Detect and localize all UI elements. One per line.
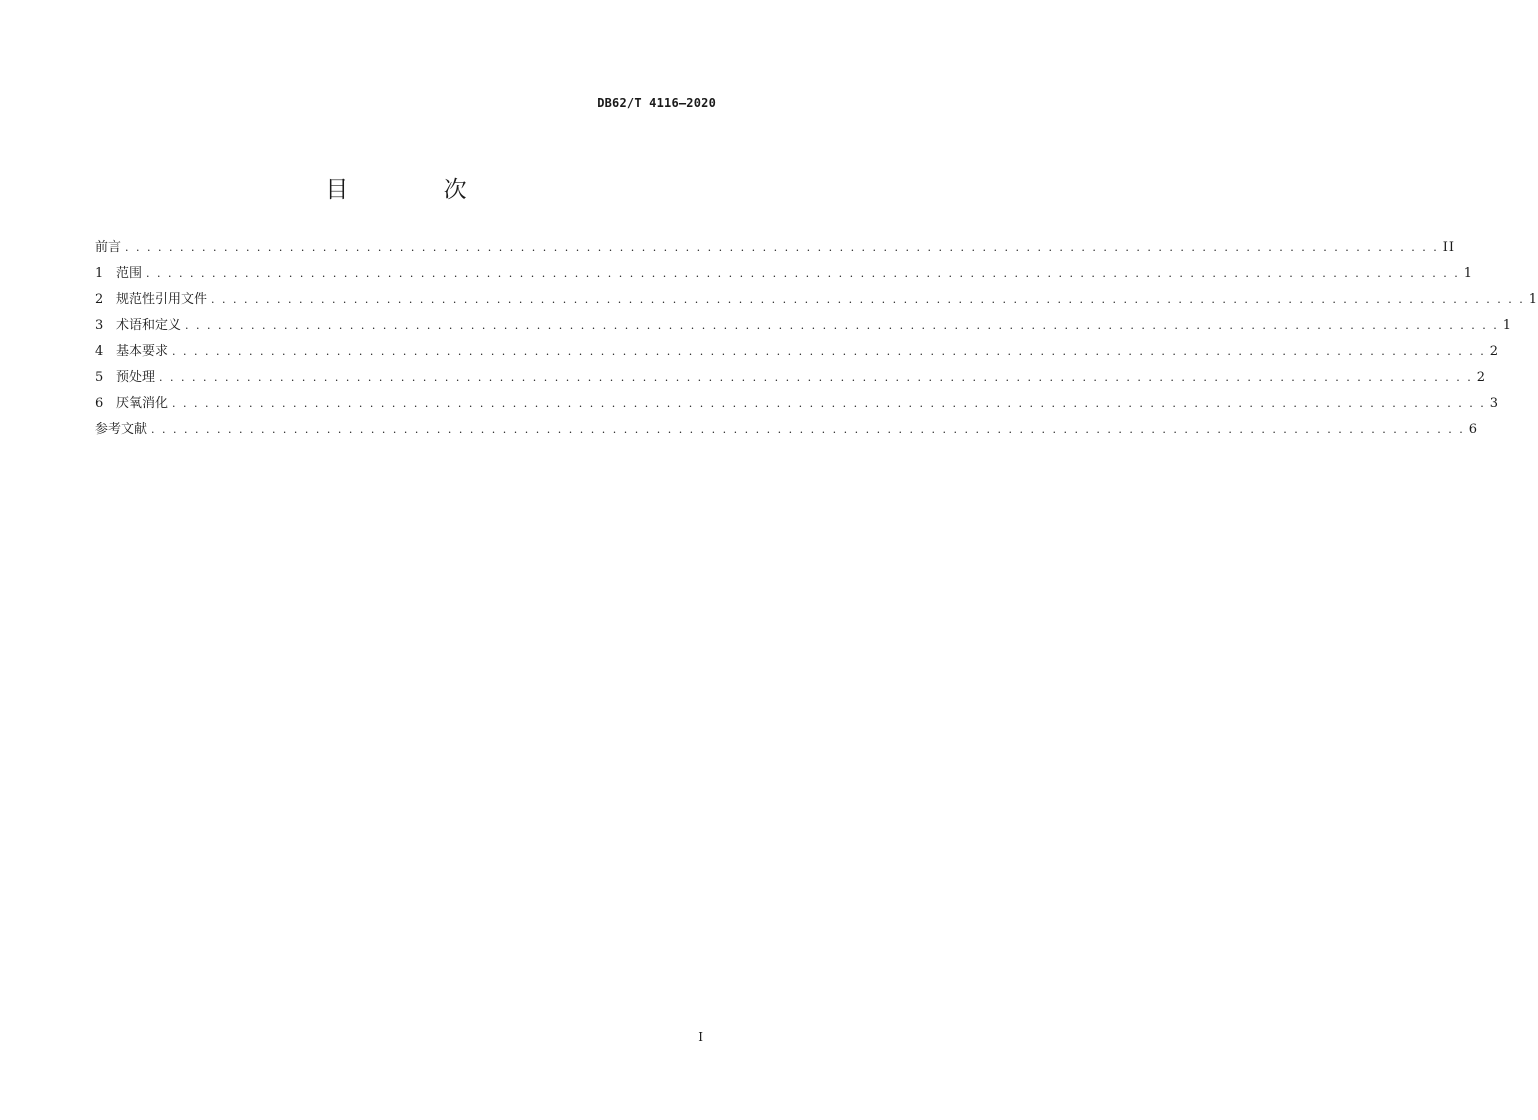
toc-entry[interactable] [95, 316, 1512, 342]
toc-entry-number: 5 [95, 370, 104, 385]
toc-dot-leader: . . . . . . . . . . . . . . . . . . . . . . . . . . . . . . . . . . . . . . . . . . . . . . . . . . . . . . . . . . . . . . . . . . . . . . . . . . . . . . . . . . . . . . . . . . . . . . . . . . . . . . . . . . . . . . . . . . . . . . . . [211, 293, 1525, 306]
toc-entry-page: II [1442, 240, 1455, 255]
toc-entry-page: 1 [1528, 292, 1538, 307]
document-code: DB62/T 4116—2020 [597, 96, 716, 110]
toc-entry-number: 4 [95, 344, 104, 359]
toc-entry-number: 3 [95, 318, 104, 333]
toc-entry-label: 基本要求 [116, 344, 169, 359]
toc-entry-number: 1 [95, 266, 104, 281]
toc-entry-page: 2 [1489, 344, 1499, 359]
toc-dot-leader: . . . . . . . . . . . . . . . . . . . . . . . . . . . . . . . . . . . . . . . . . . . . . . . . . . . . . . . . . . . . . . . . . . . . . . . . . . . . . . . . . . . . . . . . . . . . . . . . . . . . . . . . . . . . . . . . . . . . . . . . [125, 241, 1439, 254]
toc-entry-label: 预处理 [116, 370, 156, 385]
page-number: I [698, 1030, 703, 1044]
page-title: 目 次 [325, 177, 511, 203]
toc-entry-label: 范围 [116, 266, 143, 281]
toc-entry-page: 2 [1476, 370, 1486, 385]
table-of-contents [95, 238, 1538, 446]
toc-entry[interactable] [95, 238, 1455, 264]
toc-dot-leader: . . . . . . . . . . . . . . . . . . . . . . . . . . . . . . . . . . . . . . . . . . . . . . . . . . . . . . . . . . . . . . . . . . . . . . . . . . . . . . . . . . . . . . . . . . . . . . . . . . . . . . . . . . . . . . . . . . . . . . . . [185, 319, 1499, 332]
toc-entry-page: 1 [1463, 266, 1473, 281]
toc-entry-label: 术语和定义 [116, 318, 182, 333]
toc-entry[interactable] [95, 368, 1486, 394]
toc-entry-label: 参考文献 [95, 422, 148, 437]
toc-dot-leader: . . . . . . . . . . . . . . . . . . . . . . . . . . . . . . . . . . . . . . . . . . . . . . . . . . . . . . . . . . . . . . . . . . . . . . . . . . . . . . . . . . . . . . . . . . . . . . . . . . . . . . . . . . . . . . . . . . . . . . . . [146, 267, 1460, 280]
toc-entry-label: 前言 [95, 240, 122, 255]
toc-entry[interactable] [95, 420, 1478, 446]
toc-entry[interactable] [95, 290, 1538, 316]
toc-entry-label: 规范性引用文件 [116, 292, 208, 307]
toc-entry-number: 2 [95, 292, 104, 307]
toc-entry-label: 厌氧消化 [116, 396, 169, 411]
toc-dot-leader: . . . . . . . . . . . . . . . . . . . . . . . . . . . . . . . . . . . . . . . . . . . . . . . . . . . . . . . . . . . . . . . . . . . . . . . . . . . . . . . . . . . . . . . . . . . . . . . . . . . . . . . . . . . . . . . . . . . . . . . . [159, 371, 1473, 384]
toc-entry-page: 6 [1468, 422, 1478, 437]
toc-entry-page: 3 [1489, 396, 1499, 411]
toc-dot-leader: . . . . . . . . . . . . . . . . . . . . . . . . . . . . . . . . . . . . . . . . . . . . . . . . . . . . . . . . . . . . . . . . . . . . . . . . . . . . . . . . . . . . . . . . . . . . . . . . . . . . . . . . . . . . . . . . . . . . . . . . [151, 423, 1465, 436]
toc-entry-number: 6 [95, 396, 104, 411]
toc-dot-leader: . . . . . . . . . . . . . . . . . . . . . . . . . . . . . . . . . . . . . . . . . . . . . . . . . . . . . . . . . . . . . . . . . . . . . . . . . . . . . . . . . . . . . . . . . . . . . . . . . . . . . . . . . . . . . . . . . . . . . . . . [172, 397, 1486, 410]
toc-dot-leader: . . . . . . . . . . . . . . . . . . . . . . . . . . . . . . . . . . . . . . . . . . . . . . . . . . . . . . . . . . . . . . . . . . . . . . . . . . . . . . . . . . . . . . . . . . . . . . . . . . . . . . . . . . . . . . . . . . . . . . . . [172, 345, 1486, 358]
toc-entry[interactable] [95, 394, 1499, 420]
toc-entry-page: 1 [1502, 318, 1512, 333]
toc-entry[interactable] [95, 264, 1473, 290]
toc-entry[interactable] [95, 342, 1499, 368]
